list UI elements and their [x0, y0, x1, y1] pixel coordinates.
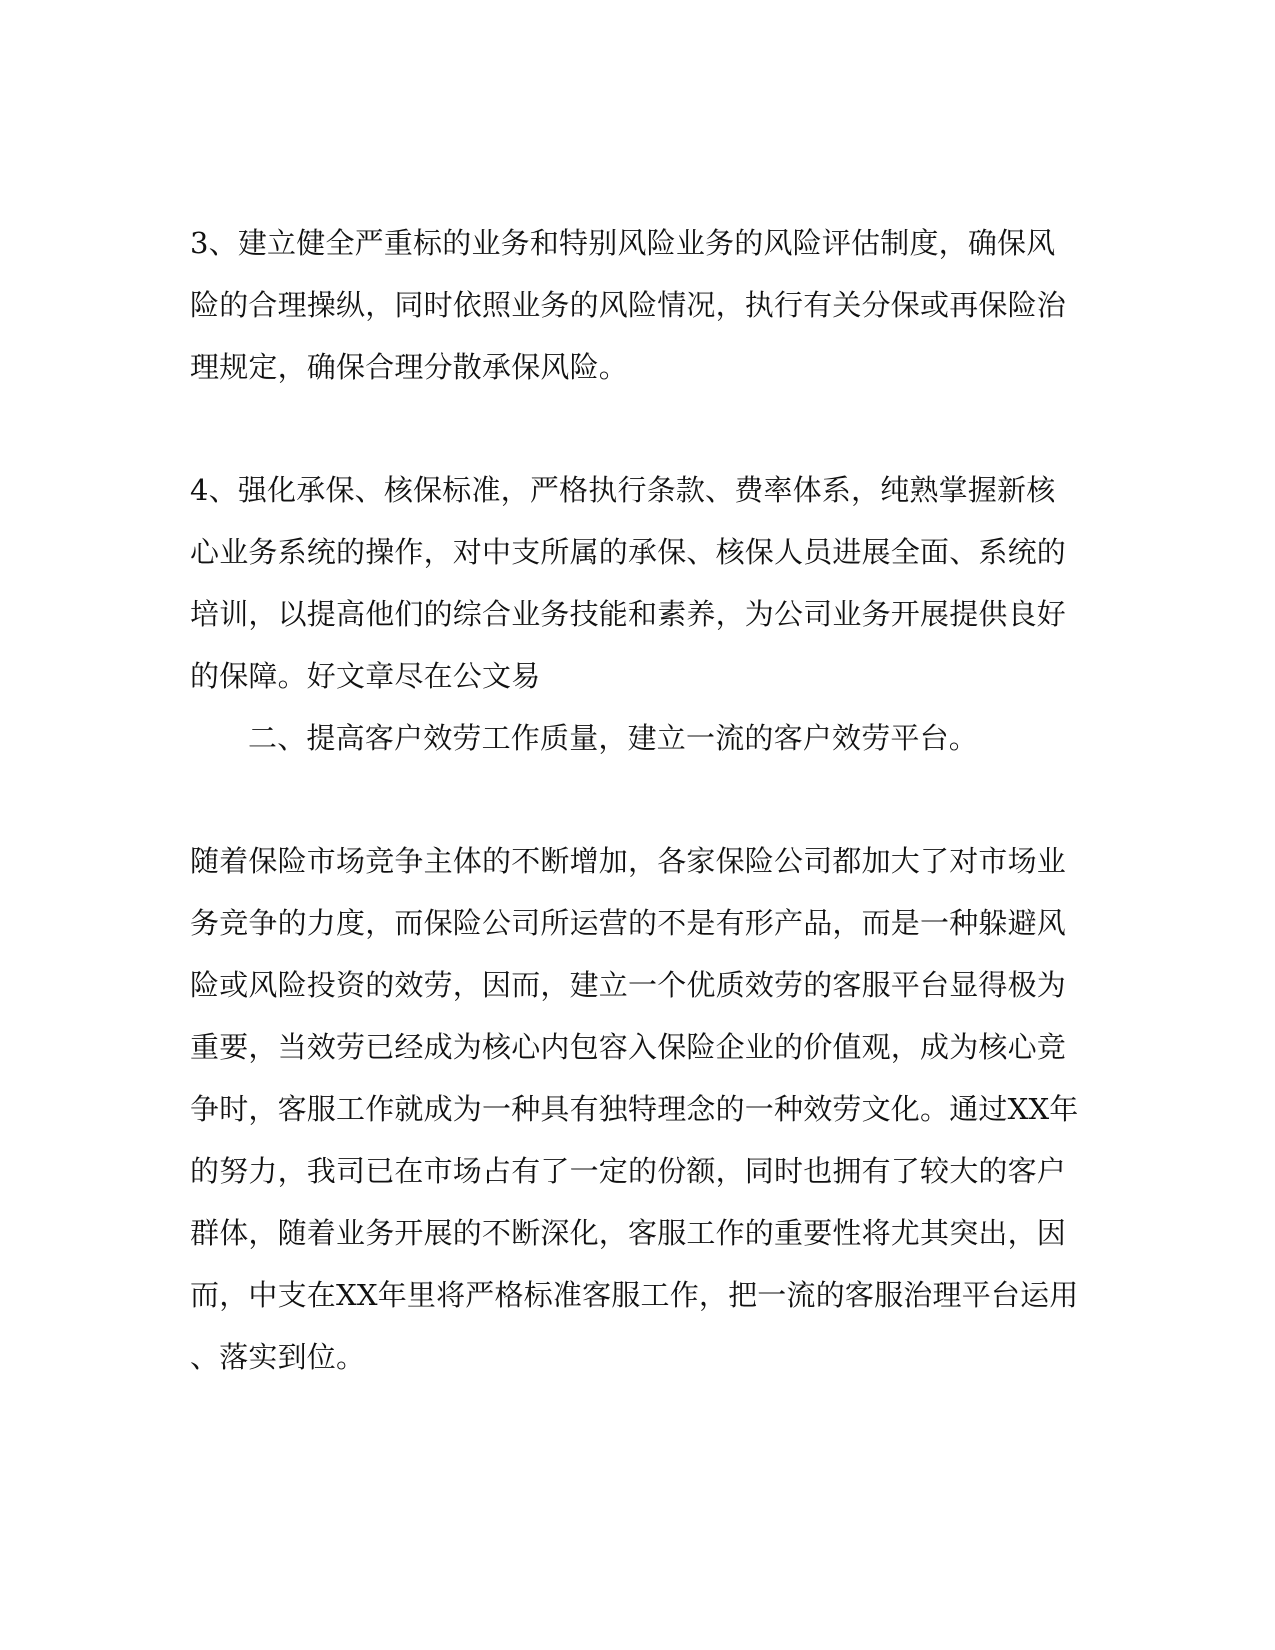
- paragraph-line: 4、强化承保、核保标准，严格执行条款、费率体系，纯熟掌握新核: [190, 473, 1056, 507]
- paragraph-line: 争时，客服工作就成为一种具有独特理念的一种效劳文化。通过XX年: [190, 1092, 1079, 1126]
- section-heading: 二、提高客户效劳工作质量，建立一流的客户效劳平台。: [248, 721, 979, 755]
- paragraph-line: 的努力，我司已在市场占有了一定的份额，同时也拥有了较大的客户: [190, 1154, 1067, 1188]
- paragraph-line: 、落实到位。: [190, 1340, 366, 1374]
- paragraph-line: 理规定，确保合理分散承保风险。: [190, 350, 629, 384]
- paragraph-line: 的保障。好文章尽在公文易: [190, 659, 541, 693]
- paragraph-line: 培训，以提高他们的综合业务技能和素养，为公司业务开展提供良好: [190, 597, 1067, 631]
- paragraph-line: 重要，当效劳已经成为核心内包容入保险企业的价值观，成为核心竞: [190, 1030, 1067, 1064]
- paragraph-line: 险的合理操纵，同时依照业务的风险情况，执行有关分保或再保险治: [190, 288, 1067, 322]
- paragraph-line: 3、建立健全严重标的业务和特别风险业务的风险评估制度，确保风: [190, 226, 1056, 260]
- paragraph-line: 而，中支在XX年里将严格标准客服工作，把一流的客服治理平台运用: [190, 1278, 1079, 1312]
- paragraph-line: 随着保险市场竞争主体的不断增加，各家保险公司都加大了对市场业: [190, 844, 1067, 878]
- paragraph-line: 心业务系统的操作，对中支所属的承保、核保人员进展全面、系统的: [190, 535, 1067, 569]
- paragraph-line: 务竞争的力度，而保险公司所运营的不是有形产品，而是一种躲避风: [190, 906, 1067, 940]
- paragraph-line: 群体，随着业务开展的不断深化，客服工作的重要性将尤其突出，因: [190, 1216, 1067, 1250]
- paragraph-line: 险或风险投资的效劳，因而，建立一个优质效劳的客服平台显得极为: [190, 968, 1067, 1002]
